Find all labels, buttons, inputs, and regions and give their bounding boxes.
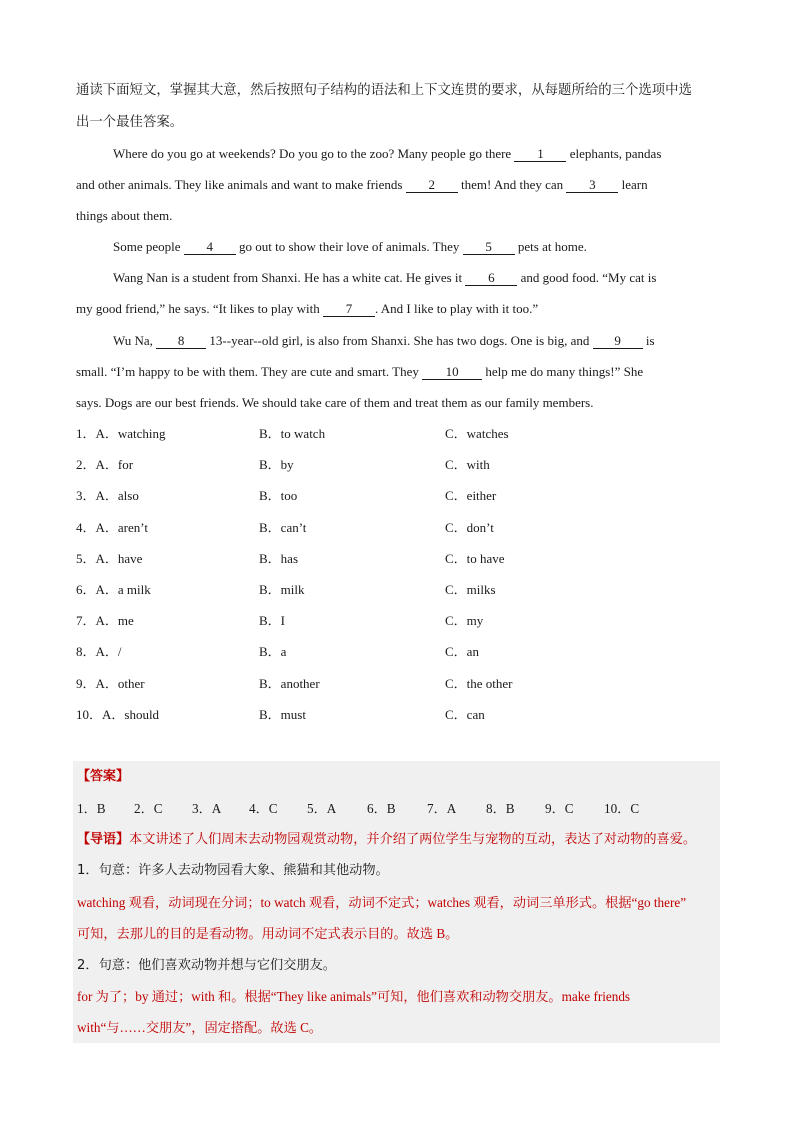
option-a: 5．A．have	[76, 550, 143, 566]
blank-10: 10	[422, 364, 482, 380]
answer-key: 1．B	[77, 801, 106, 816]
guide-tag: 【导语】	[77, 832, 130, 847]
guide-line	[77, 831, 696, 849]
blank-4: 4	[184, 239, 236, 255]
answer-header: 【答案】	[77, 769, 130, 784]
answer-key: 3．A	[192, 801, 222, 816]
blank-3: 3	[566, 177, 618, 193]
option-c: C．the other	[445, 675, 513, 691]
option-b: B．by	[259, 457, 294, 473]
option-a: 10．A．should	[76, 706, 160, 722]
option-c: C．milks	[445, 582, 496, 597]
option-a: 6．A．a milk	[76, 582, 151, 597]
q1-meaning: 1．句意：许多人去动物园看大象、熊猫和其他动物。	[77, 863, 389, 878]
option-b: B．has	[259, 550, 299, 566]
answer-key: 2．C	[134, 801, 163, 816]
blank-6: 6	[465, 270, 517, 286]
passage-line-9: says. Dogs are our best friends. We should take care of them and treat them as our family members.	[76, 395, 594, 410]
option-a: 7．A．me	[76, 613, 134, 629]
option-a: 8．A．/	[76, 644, 122, 660]
option-c: C．don’t	[445, 519, 494, 535]
option-c: C．to have	[445, 550, 505, 566]
option-b: B．I	[259, 613, 286, 629]
passage-line-2: and other animals. They like animals and want to make friends 2 them! And they can 3 learn	[76, 177, 648, 192]
option-b: B．can’t	[259, 519, 307, 535]
passage-line-5: Wang Nan is a student from Shanxi. He has a white cat. He gives it 6 and good food. “My cat is	[113, 270, 657, 285]
instruction-line-2: 出一个最佳答案。	[76, 115, 184, 130]
option-a: 2．A．for	[76, 457, 134, 473]
option-a: 4．A．aren’t	[76, 519, 148, 535]
answer-key: 7．A	[427, 801, 457, 816]
answer-key: 4．C	[249, 801, 278, 816]
passage-line-1: Where do you go at weekends? Do you go to the zoo? Many people go there 1 elephants, pandas	[113, 146, 662, 161]
q2-explanation-line-1: for 为了；by 通过；with 和。根据“They like animals”可知，他们喜欢和动物交朋友。make friends	[77, 989, 631, 1004]
option-a: 9．A．other	[76, 675, 145, 691]
answer-key: 5．A	[307, 801, 337, 816]
answer-key: 9．C	[545, 801, 574, 816]
option-c: C．with	[445, 457, 490, 473]
option-c: C．watches	[445, 426, 509, 441]
blank-1: 1	[514, 146, 566, 162]
passage-line-7: Wu Na, 8 13--year--old girl, is also from Shanxi. She has two dogs. One is big, and 9 is	[113, 333, 655, 348]
blank-7: 7	[323, 301, 375, 317]
q1-explanation-line-1: watching 观看，动词现在分词；to watch 观看，动词不定式；watches 观看，动词三单形式。根据“go there”	[77, 895, 687, 910]
q1-explanation-line-2: 可知，去那儿的目的是看动物。用动词不定式表示目的。故选 B。	[77, 926, 459, 941]
q2-meaning: 2．句意：他们喜欢动物并想与它们交朋友。	[77, 958, 336, 973]
option-c: C．either	[445, 488, 497, 504]
option-c: C．my	[445, 613, 484, 629]
passage-line-3: things about them.	[76, 208, 173, 223]
guide-text: 本文讲述了人们周末去动物园观赏动物，并介绍了两位学生与宠物的互动，表达了对动物的喜爱。	[129, 832, 697, 847]
option-b: B．a	[259, 644, 287, 660]
answer-key: 6．B	[367, 801, 396, 816]
option-b: B．too	[259, 488, 298, 504]
option-b: B．must	[259, 706, 306, 722]
option-b: B．another	[259, 675, 320, 691]
blank-8: 8	[156, 333, 206, 349]
blank-9: 9	[593, 333, 643, 349]
option-c: C．can	[445, 706, 485, 722]
passage-line-6: my good friend,” he says. “It likes to play with 7 . And I like to play with it too.”	[76, 301, 539, 316]
option-b: B．to watch	[259, 426, 326, 441]
option-a: 3．A．also	[76, 488, 139, 504]
answer-key: 10．C	[604, 801, 640, 816]
passage-line-8: small. “I’m happy to be with them. They are cute and smart. They 10 help me do many things!” She	[76, 364, 644, 379]
option-a: 1．A．watching	[76, 426, 166, 441]
q2-explanation-line-2: with“与……交朋友”，固定搭配。故选 C。	[77, 1020, 323, 1035]
blank-2: 2	[406, 177, 458, 193]
answer-section	[73, 761, 720, 1043]
answer-key: 8．B	[486, 801, 515, 816]
option-b: B．milk	[259, 582, 305, 597]
instruction-line-1: 通读下面短文，掌握其大意，然后按照句子结构的语法和上下文连贯的要求，从每题所给的三个选项中选	[76, 83, 692, 98]
blank-5: 5	[463, 239, 515, 255]
option-c: C．an	[445, 644, 479, 660]
passage-line-4: Some people 4 go out to show their love of animals. They 5 pets at home.	[113, 239, 587, 254]
